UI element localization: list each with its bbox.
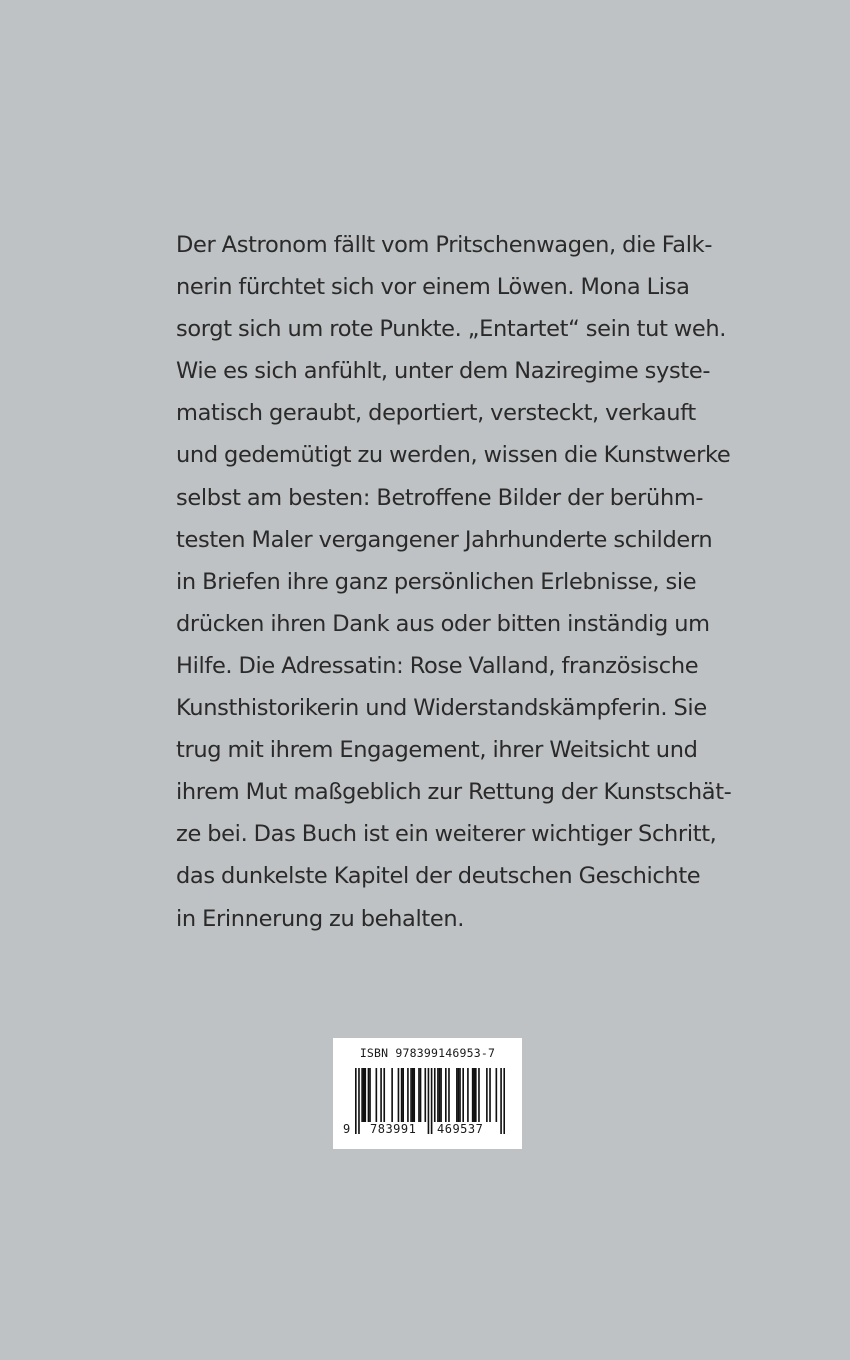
- barcode-bar: [440, 1068, 442, 1122]
- barcode-bar: [412, 1068, 414, 1122]
- blurb-line: testen Maler vergangener Jahrhunderte schildern: [176, 526, 713, 553]
- barcode-bar: [424, 1068, 426, 1122]
- blurb-line: ze bei. Das Buch ist ein weiterer wichtiger Schritt,: [176, 821, 717, 848]
- blurb-line: in Erinnerung zu behalten.: [176, 905, 465, 932]
- blurb-line: sorgt sich um rote Punkte. „Entartet“ sein tut weh.: [176, 316, 727, 343]
- blurb-line: drücken ihren Dank aus oder bitten inständig um: [176, 610, 710, 637]
- barcode-bar: [467, 1068, 469, 1122]
- blurb-line: Wie es sich anfühlt, unter dem Naziregime syste-: [176, 358, 711, 385]
- barcode-bar: [413, 1068, 415, 1122]
- barcode-right-digits: 469537: [437, 1122, 484, 1136]
- blurb-line: nerin fürchtet sich vor einem Löwen. Mona Lisa: [176, 274, 690, 301]
- blurb-line: und gedemütigt zu werden, wissen die Kunstwerke: [176, 442, 731, 469]
- barcode-bar: [472, 1068, 474, 1122]
- barcode-bar: [458, 1068, 460, 1122]
- barcode-bar: [459, 1068, 461, 1122]
- blurb-line: selbst am besten: Betroffene Bilder der berühm-: [176, 484, 704, 511]
- barcode-bar: [418, 1068, 420, 1122]
- barcode-bar: [355, 1068, 357, 1134]
- barcode-bar: [428, 1068, 430, 1134]
- barcode-bar: [369, 1068, 371, 1122]
- blurb-line: trug mit ihrem Engagement, ihrer Weitsicht und: [176, 737, 698, 764]
- blurb-text: [176, 224, 732, 940]
- barcode-left-digits: 783991: [370, 1122, 417, 1136]
- barcode-bar: [407, 1068, 409, 1122]
- barcode-bar: [473, 1068, 475, 1122]
- barcode-bar: [437, 1068, 439, 1122]
- barcode-bar: [434, 1068, 436, 1122]
- barcode-bar: [431, 1068, 433, 1134]
- barcode-bar: [376, 1068, 378, 1122]
- blurb-line: matisch geraubt, deportiert, versteckt, verkauft: [176, 400, 696, 427]
- barcode-bar: [503, 1068, 505, 1134]
- blurb-line: Kunsthistorikerin und Widerstandskämpferin. Sie: [176, 695, 707, 722]
- barcode-bar: [475, 1068, 477, 1122]
- blurb-line: in Briefen ihre ganz persönlichen Erlebnisse, sie: [176, 568, 697, 595]
- barcode-bar: [383, 1068, 385, 1122]
- barcode-bar: [364, 1068, 366, 1122]
- barcode-bar: [368, 1068, 370, 1122]
- barcode-bar: [486, 1068, 488, 1122]
- barcode-bar: [420, 1068, 422, 1122]
- barcode-bar: [462, 1068, 464, 1122]
- barcode-bar: [500, 1068, 502, 1134]
- barcode-bar: [401, 1068, 403, 1122]
- barcode-bar: [456, 1068, 458, 1122]
- barcode-bar: [445, 1068, 447, 1122]
- barcode-first-digit: 9: [343, 1122, 351, 1136]
- barcode-bar: [410, 1068, 412, 1122]
- blurb-line: Hilfe. Die Adressatin: Rose Valland, französische: [176, 652, 699, 679]
- barcode-bar: [361, 1068, 363, 1122]
- barcode-bar: [402, 1068, 404, 1122]
- barcode-bar: [448, 1068, 450, 1122]
- blurb-line: ihrem Mut maßgeblich zur Rettung der Kunstschät-: [176, 779, 732, 806]
- isbn-label: ISBN 978399146953-7: [359, 1046, 496, 1060]
- barcode-bar: [363, 1068, 365, 1122]
- isbn-barcode: [333, 1038, 522, 1149]
- barcode-bar: [489, 1068, 491, 1122]
- barcode-bar: [439, 1068, 441, 1122]
- barcode-bar: [391, 1068, 393, 1122]
- barcode-bar: [496, 1068, 498, 1122]
- blurb-line: Der Astronom fällt vom Pritschenwagen, die Falk-: [176, 232, 713, 258]
- barcode-bar: [358, 1068, 360, 1134]
- barcode-bar: [398, 1068, 400, 1122]
- blurb-line: das dunkelste Kapitel der deutschen Geschichte: [176, 863, 701, 890]
- barcode-bar: [478, 1068, 480, 1122]
- barcode-bar: [380, 1068, 382, 1122]
